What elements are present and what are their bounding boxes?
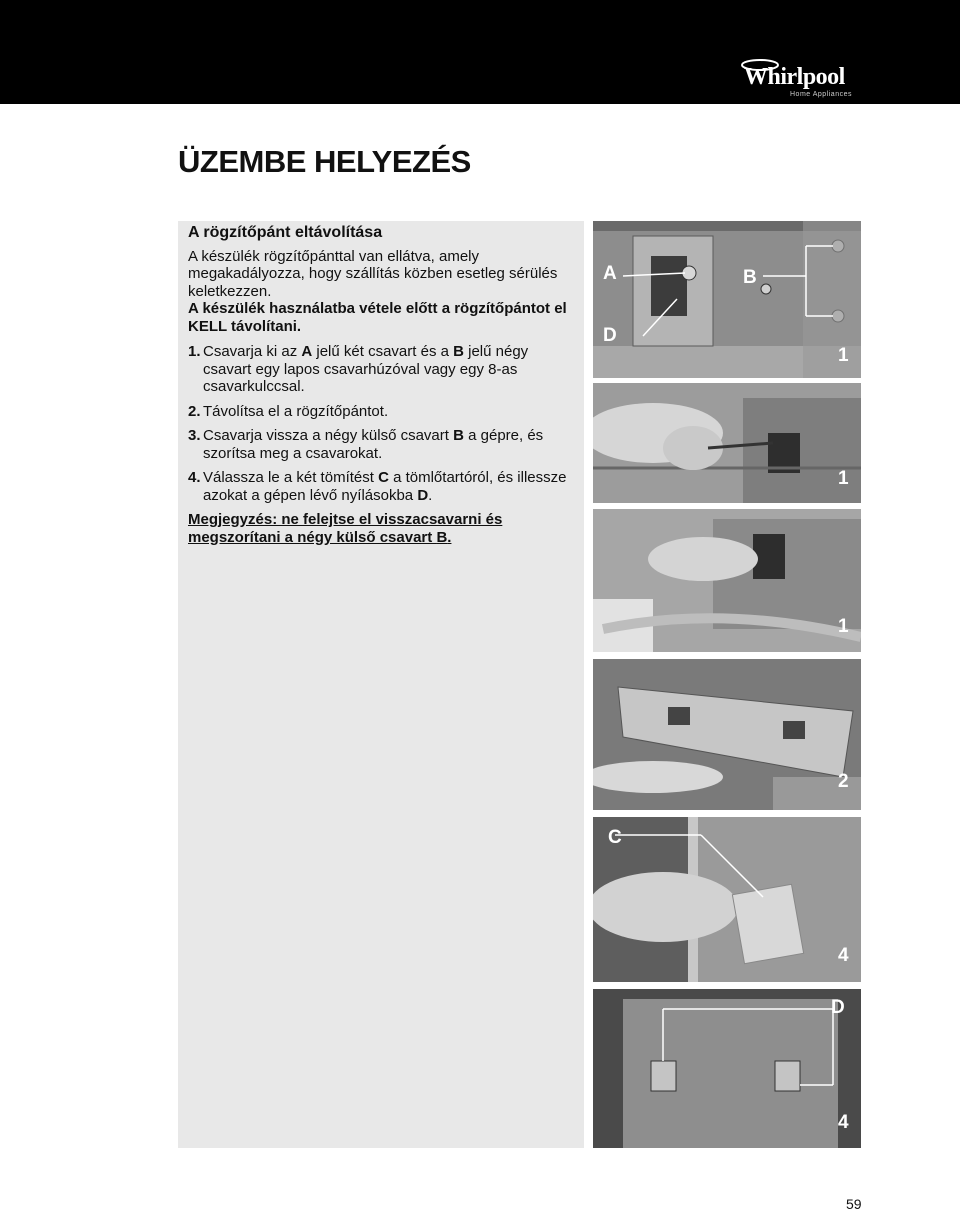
- step-item: [188, 403, 578, 421]
- label-d: D: [831, 997, 845, 1018]
- intro-text: A készülék rögzítőpánttal van ellátva, amely megakadályozza, hogy szállítás közben esetleg sérülés keletkezzen.: [188, 247, 558, 300]
- step-label: 4: [838, 945, 849, 966]
- photo-step1-unscrew: [593, 383, 861, 503]
- label-d: D: [603, 325, 617, 346]
- label-b: B: [743, 267, 757, 288]
- instruction-panel: [178, 221, 584, 1148]
- page-number: 59: [846, 1196, 862, 1212]
- warning-text: A készülék használatba vétele előtt a rögzítőpántot el KELL távolítani.: [188, 300, 567, 335]
- step-item: [188, 343, 578, 396]
- logo-subtitle: Home Appliances: [790, 91, 852, 98]
- step-text: Távolítsa el a rögzítőpántot.: [203, 402, 389, 420]
- photo-step1-bracket: [593, 221, 861, 378]
- step-item: [188, 469, 578, 504]
- photo-step4-holes: [593, 989, 861, 1148]
- step-item: [188, 427, 578, 462]
- step-label: 1: [838, 616, 849, 637]
- step-label: 1: [838, 345, 849, 366]
- step-text: Csavarja ki az A jelű két csavart és a B jelű négy csavart egy lapos csavarhúzóval vagy egy 8-as csavarkulccsal.: [203, 343, 529, 395]
- step-label: 4: [838, 1112, 849, 1133]
- note-text: Megjegyzés: ne felejtse el visszacsavarni és megszorítani a négy külső csavart B.: [188, 511, 503, 546]
- step-number: 4.: [188, 469, 201, 486]
- step-label: 1: [838, 468, 849, 489]
- header-bar: [0, 0, 960, 104]
- step-number: 1.: [188, 343, 201, 360]
- page-title: ÜZEMBE HELYEZÉS: [178, 144, 471, 179]
- step-text: Csavarja vissza a négy külső csavart B a gépre, és szorítsa meg a csavarokat.: [203, 427, 544, 462]
- whirlpool-logo: [740, 58, 855, 98]
- steps-list: [188, 343, 578, 504]
- photo-step4-seals: [593, 817, 861, 982]
- step-label: 2: [838, 771, 849, 792]
- label-c: C: [608, 827, 622, 848]
- step-text: Válassza le a két tömítést C a tömlőtartóról, és illessze azokat a gépen lévő nyílásokba D.: [203, 469, 567, 504]
- photo-step1-remove: [593, 509, 861, 652]
- step-number: 3.: [188, 427, 201, 444]
- photo-step2-strip: [593, 659, 861, 810]
- section-heading: A rögzítőpánt eltávolítása: [188, 224, 383, 241]
- label-a: A: [603, 263, 617, 284]
- logo-wordmark: Whirlpool: [744, 64, 845, 90]
- step-number: 2.: [188, 402, 201, 420]
